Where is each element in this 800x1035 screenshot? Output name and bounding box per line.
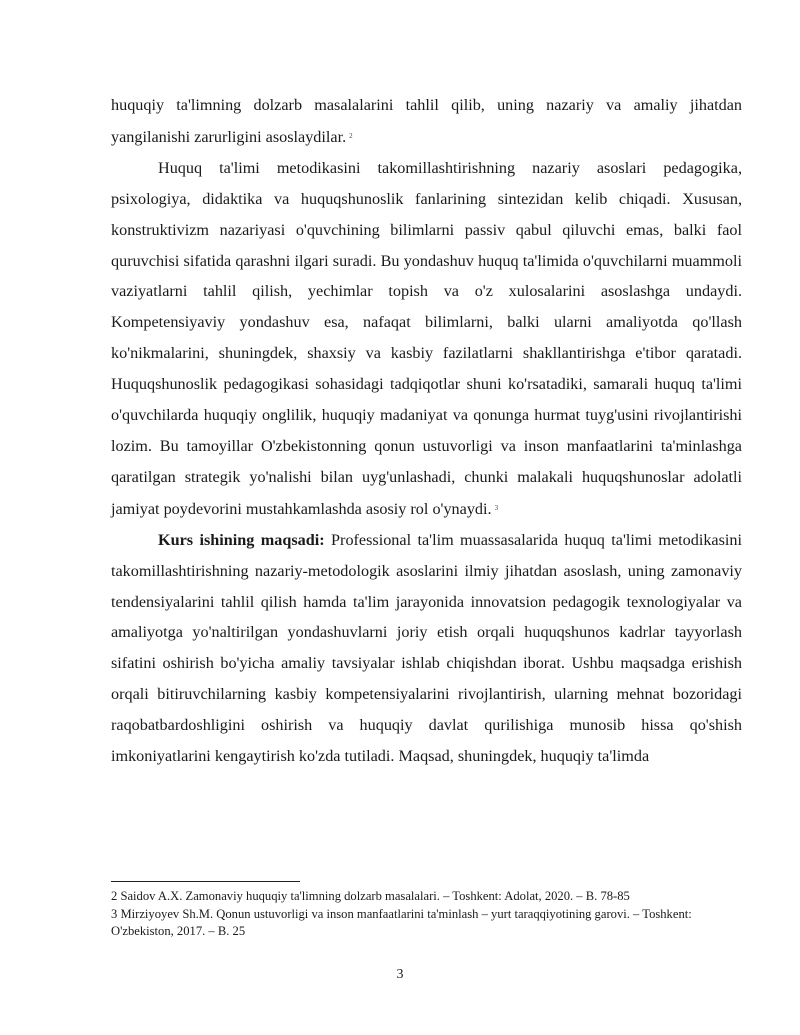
footnote-ref-3: 3 <box>494 503 499 512</box>
paragraph-2 <box>111 153 742 525</box>
footnote-separator <box>111 881 300 882</box>
paragraph-1 <box>111 90 742 153</box>
paragraph-2-text: Huquq ta'limi metodikasini takomillashtirishning nazariy asoslari pedagogika, psixologiya, didaktika va huquqshunoslik fanlarining sintezidan kelib chiqadi. Xususan, konstruktivizm nazariyasi o'quvchining bilimlarni passiv qabul qiluvchi emas, balki faol quruvchisi sifatida qarashni ilgari suradi. Bu yondashuv huquq ta'limida o'quvchilarni muammoli vaziyatlarni tahlil qilish, yechimlar topish va o'z xulosalarini asoslashga undaydi. Kompetensiyaviy yondashuv esa, nafaqat bilimlarni, balki ularni amaliyotda qo'llash ko'nikmalarini, shuningdek, shaxsiy va kasbiy fazilatlarni shakllantirishga e'tibor qaratadi. Huquqshunoslik pedagogikasi sohasidagi tadqiqotlar shuni ko'rsatadiki, samarali huquq ta'limi o'quvchilarda huquqiy onglilik, huquqiy madaniyat va qonunga hurmat tuyg'usini rivojlantirishi lozim. Bu tamoyillar O'zbekistonning qonun ustuvorligi va inson manfaatlarini ta'minlashga qaratilgan strategik yo'nalishi bilan uyg'unlashadi, chunki malakali huquqshunoslar adolatli jamiyat poydevorini mustahkamlashda asosiy rol o'ynaydi. <box>111 158 742 518</box>
paragraph-3-text: Professional ta'lim muassasalarida huquq ta'limi metodikasini takomillashtirishning nazariy-metodologik asoslarini ilmiy jihatdan asoslash, uning zamonaviy tendensiyalarini tahlil qilish hamda ta'lim jarayonida innovatsion pedagogik texnologiyalar va amaliyotga yo'naltirilgan yondashuvlarni joriy etish orqali huquqshunos kadrlar tayyorlash sifatini oshirish bo'yicha amaliy tavsiyalar ishlab chiqishdan iborat. Ushbu maqsadga erishish orqali bitiruvchilarning kasbiy kompetensiyalarini rivojlantirish, ularning mehnat bozoridagi raqobatbardoshligini oshirish va huquqiy davlat qurilishiga munosib hissa qo'shish imkoniyatlarini kengaytirish ko'zda tutiladi. Maqsad, shuningdek, huquqiy ta'limda <box>111 530 743 766</box>
body-text <box>111 90 742 772</box>
paragraph-1-text: huquqiy ta'limning dolzarb masalalarini tahlil qilib, uning nazariy va amaliy jihatdan yangilanishi zarurligini asoslaydilar. <box>111 96 742 146</box>
page-number: 3 <box>396 967 404 982</box>
footnote-3: 3 Mirziyoyev Sh.M. Qonun ustuvorligi va inson manfaatlarini ta'minlash – yurt taraqqiyotining garovi. – Toshkent: O'zbekiston, 2017. – B. 25 <box>111 906 692 939</box>
footnote-ref-2: 2 <box>349 131 353 140</box>
footnote-2: 2 Saidov A.X. Zamonaviy huquqiy ta'limning dolzarb masalalari. – Toshkent: Adolat, 2020. – B. 78-85 <box>111 889 630 903</box>
footnotes <box>111 888 743 941</box>
paragraph-3 <box>111 525 742 772</box>
paragraph-3-bold-lead: Kurs ishining maqsadi: <box>158 530 325 549</box>
